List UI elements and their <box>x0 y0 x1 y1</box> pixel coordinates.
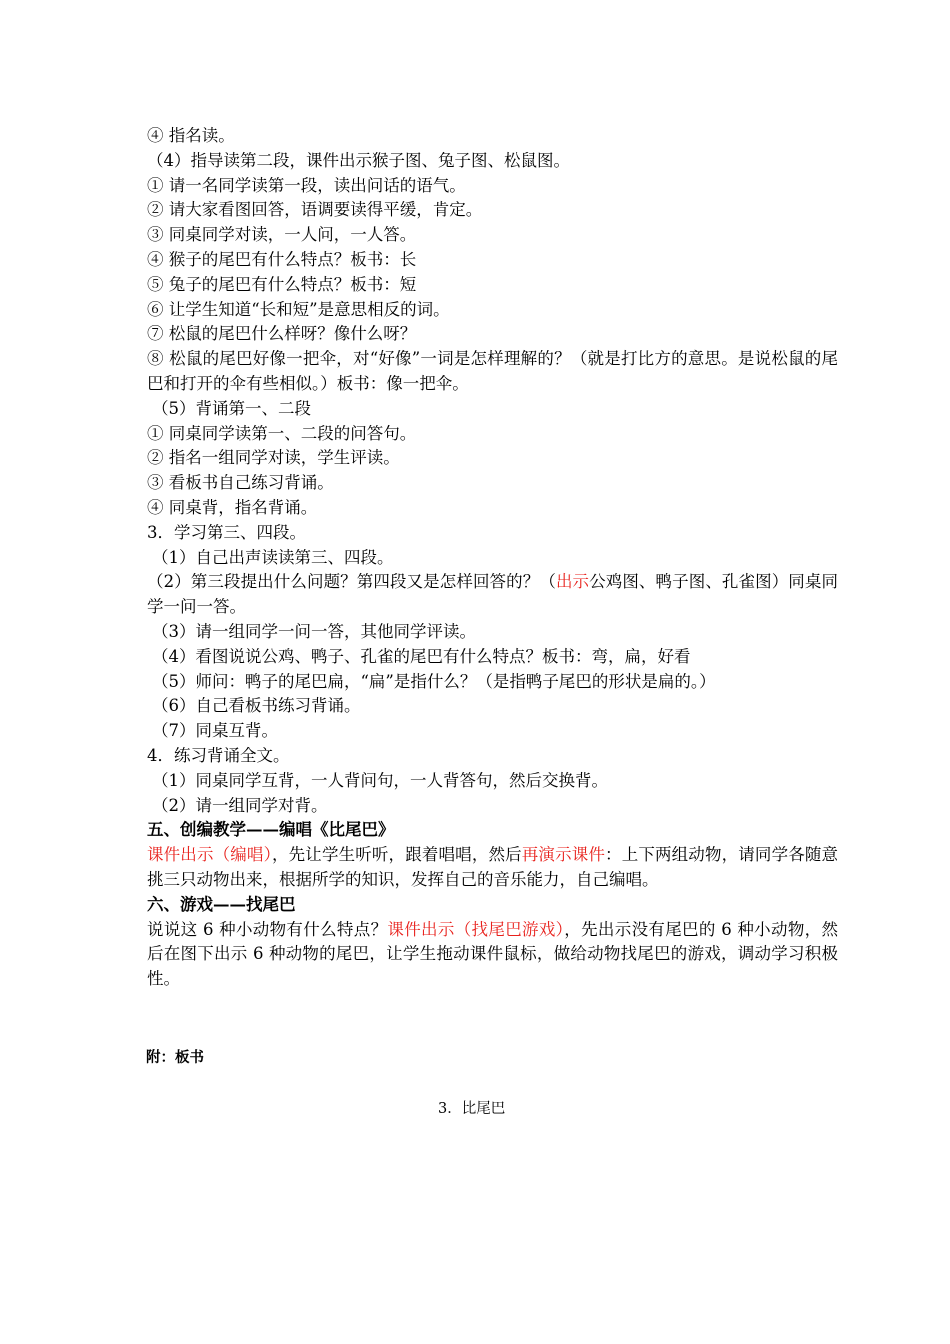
line: （2）请一组同学对背。 <box>152 795 328 815</box>
line: （6）自己看板书练习背诵。 <box>152 696 361 716</box>
line: ② 指名一组同学对读，学生评读。 <box>147 448 400 468</box>
line: （4）指导读第二段，课件出示猴子图、兔子图、松鼠图。 <box>147 150 570 170</box>
line: （3）请一组同学一问一答，其他同学评读。 <box>152 621 476 641</box>
appendix-heading: 附：板书 <box>146 1049 204 1066</box>
line: ⑧ 松鼠的尾巴好像一把伞，对“好像”一词是怎样理解的？（就是打比方的意思。是说松鼠的尾巴和打开的伞有些相似。）板书：像一把伞。 <box>147 349 838 393</box>
line: （5）背诵第一、二段 <box>152 398 311 418</box>
highlighted-text: 出示 <box>555 572 590 592</box>
paragraph <box>114 843 838 893</box>
paragraph-line <box>114 570 838 620</box>
line: ② 请大家看图回答，语调要读得平缓，肯定。 <box>147 200 483 220</box>
line: ③ 同桌同学对读，一人问，一人答。 <box>147 225 417 245</box>
text-run: ，先让学生听听，跟着唱唱，然后 <box>271 845 522 865</box>
line: ④ 指名读。 <box>147 126 235 145</box>
highlighted-text: 再演示课件 <box>521 845 606 865</box>
line: （4）看图说说公鸡、鸭子、孔雀的尾巴有什么特点？板书：弯，扁，好看 <box>152 646 691 666</box>
text-run: ，先出示没有尾巴的 6 种小动物，然后在图下出示 6 种动物的尾巴，让学生拖动课件鼠标，做给动物找尾巴的游戏，调动学习积极性。 <box>147 919 838 989</box>
line: ⑤ 兔子的尾巴有什么特点？板书：短 <box>147 274 417 294</box>
highlighted-text: 课件出示（编唱） <box>147 845 272 865</box>
section-heading: 六、游戏——找尾巴 <box>147 894 296 914</box>
lesson-body <box>114 124 838 992</box>
line: ⑥ 让学生知道“长和短”是意思相反的词。 <box>147 299 450 319</box>
highlighted-text: 课件出示（找尾巴游戏） <box>387 919 565 939</box>
line: （1）自己出声读读第三、四段。 <box>152 547 394 567</box>
text-run: （2）第三段提出什么问题？第四段又是怎样回答的？（ <box>147 572 556 592</box>
line: ⑦ 松鼠的尾巴什么样呀？像什么呀？ <box>147 324 417 344</box>
line: ① 同桌同学读第一、二段的问答句。 <box>147 423 417 443</box>
line: ① 请一名同学读第一段，读出问话的语气。 <box>147 175 466 195</box>
text-run: 说说这 6 种小动物有什么特点？ <box>147 919 388 939</box>
board-title: 3．比尾巴 <box>438 1101 506 1117</box>
line: ④ 同桌背，指名背诵。 <box>147 497 318 517</box>
text-run: ：上下两组动物，请同学各随意挑三只动物出来，根据所学的知识，发挥自己的音乐能力，自己编唱。 <box>147 845 839 889</box>
section-heading: 五、创编教学——编唱《比尾巴》 <box>147 820 395 840</box>
line: ④ 猴子的尾巴有什么特点？板书：长 <box>147 249 417 269</box>
line: （5）师问：鸭子的尾巴扁，“扁”是指什么？（是指鸭子尾巴的形状是扁的。） <box>152 671 716 691</box>
text-run: 公鸡图、鸭子图、孔雀图）同桌同学一问一答。 <box>147 572 839 617</box>
line: （7）同桌互背。 <box>152 721 278 741</box>
line: 3．学习第三、四段。 <box>147 522 306 542</box>
paragraph <box>114 918 838 992</box>
line: ③ 看板书自己练习背诵。 <box>147 473 334 493</box>
line: （1）同桌同学互背，一人背问句，一人背答句，然后交换背。 <box>152 770 608 790</box>
line: 4．练习背诵全文。 <box>147 745 290 765</box>
